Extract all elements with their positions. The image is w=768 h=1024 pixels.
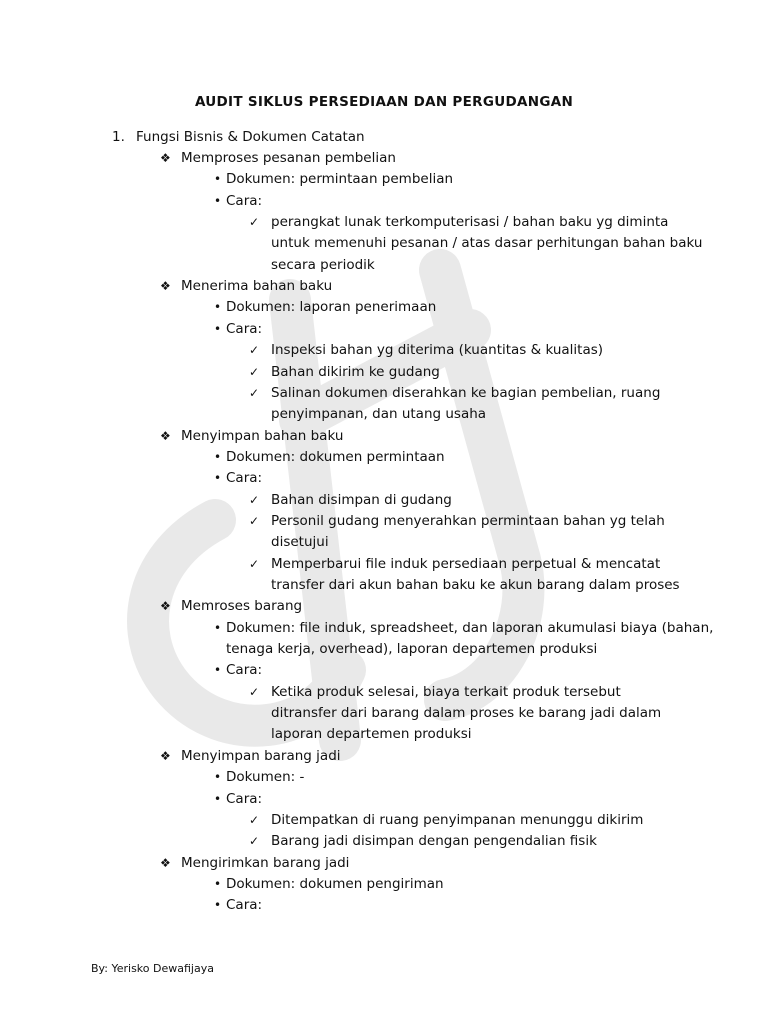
- bullet-icon: •: [214, 621, 222, 635]
- step-line: penyimpanan, dan utang usaha: [271, 406, 487, 422]
- check-icon: ✓: [249, 813, 260, 827]
- diamond-bullet-icon: ❖: [160, 279, 171, 293]
- dokumen-line: Dokumen: dokumen pengiriman: [226, 876, 444, 892]
- step-line: secara periodik: [271, 257, 375, 273]
- cara-label: Cara:: [226, 193, 263, 209]
- item-heading: Menerima bahan baku: [181, 278, 333, 294]
- dokumen-line: tenaga kerja, overhead), laporan departemen produksi: [226, 641, 598, 657]
- step-line: transfer dari akun bahan baku ke akun barang dalam proses: [271, 577, 680, 593]
- dokumen-line: Dokumen: dokumen permintaan: [226, 449, 445, 465]
- bullet-icon: •: [214, 300, 222, 314]
- step-line: Memperbarui file induk persediaan perpetual & mencatat: [271, 556, 661, 572]
- step-line: Barang jadi disimpan dengan pengendalian fisik: [271, 833, 597, 849]
- step-line: Ditempatkan di ruang penyimpanan menunggu dikirim: [271, 812, 644, 828]
- item-heading: Menyimpan barang jadi: [181, 748, 341, 764]
- step-line: Bahan disimpan di gudang: [271, 492, 452, 508]
- step-line: Salinan dokumen diserahkan ke bagian pembelian, ruang: [271, 385, 661, 401]
- check-icon: ✓: [249, 685, 260, 699]
- bullet-icon: •: [214, 450, 222, 464]
- check-icon: ✓: [249, 514, 260, 528]
- document-title: AUDIT SIKLUS PERSEDIAAN DAN PERGUDANGAN: [194, 94, 574, 110]
- dokumen-line: Dokumen: file induk, spreadsheet, dan laporan akumulasi biaya (bahan,: [226, 620, 714, 636]
- item-heading: Menyimpan bahan baku: [181, 428, 344, 444]
- step-line: Ketika produk selesai, biaya terkait produk tersebut: [271, 684, 621, 700]
- cara-label: Cara:: [226, 470, 263, 486]
- cara-label: Cara:: [226, 897, 263, 913]
- step-line: Bahan dikirim ke gudang: [271, 364, 440, 380]
- bullet-icon: •: [214, 471, 222, 485]
- diamond-bullet-icon: ❖: [160, 749, 171, 763]
- diamond-bullet-icon: ❖: [160, 599, 171, 613]
- item-heading: Memproses pesanan pembelian: [181, 150, 396, 166]
- check-icon: ✓: [249, 343, 260, 357]
- bullet-icon: •: [214, 792, 222, 806]
- check-icon: ✓: [249, 557, 260, 571]
- check-icon: ✓: [249, 493, 260, 507]
- step-line: perangkat lunak terkomputerisasi / bahan baku yg diminta: [271, 214, 669, 230]
- step-line: Inspeksi bahan yg diterima (kuantitas & kualitas): [271, 342, 604, 358]
- cara-label: Cara:: [226, 662, 263, 678]
- bullet-icon: •: [214, 898, 222, 912]
- cara-label: Cara:: [226, 321, 263, 337]
- dokumen-line: Dokumen: permintaan pembelian: [226, 171, 454, 187]
- diamond-bullet-icon: ❖: [160, 429, 171, 443]
- dokumen-line: Dokumen: laporan penerimaan: [226, 299, 437, 315]
- step-line: laporan departemen produksi: [271, 726, 472, 742]
- diamond-bullet-icon: ❖: [160, 856, 171, 870]
- step-line: untuk memenuhi pesanan / atas dasar perhitungan bahan baku: [271, 235, 703, 251]
- footer-author: By: Yerisko Dewafijaya: [91, 962, 214, 975]
- item-heading: Memroses barang: [181, 598, 303, 614]
- step-line: disetujui: [271, 534, 329, 550]
- bullet-icon: •: [214, 770, 222, 784]
- dokumen-line: Dokumen: -: [226, 769, 305, 785]
- diamond-bullet-icon: ❖: [160, 151, 171, 165]
- step-line: Personil gudang menyerahkan permintaan bahan yg telah: [271, 513, 665, 529]
- check-icon: ✓: [249, 386, 260, 400]
- bullet-icon: •: [214, 877, 222, 891]
- item-heading: Mengirimkan barang jadi: [181, 855, 350, 871]
- bullet-icon: •: [214, 322, 222, 336]
- section-title: Fungsi Bisnis & Dokumen Catatan: [136, 129, 365, 145]
- check-icon: ✓: [249, 215, 260, 229]
- bullet-icon: •: [214, 172, 222, 186]
- step-line: ditransfer dari barang dalam proses ke barang jadi dalam: [271, 705, 662, 721]
- check-icon: ✓: [249, 834, 260, 848]
- bullet-icon: •: [214, 663, 222, 677]
- check-icon: ✓: [249, 365, 260, 379]
- bullet-icon: •: [214, 194, 222, 208]
- cara-label: Cara:: [226, 791, 263, 807]
- section-number: 1.: [112, 129, 125, 145]
